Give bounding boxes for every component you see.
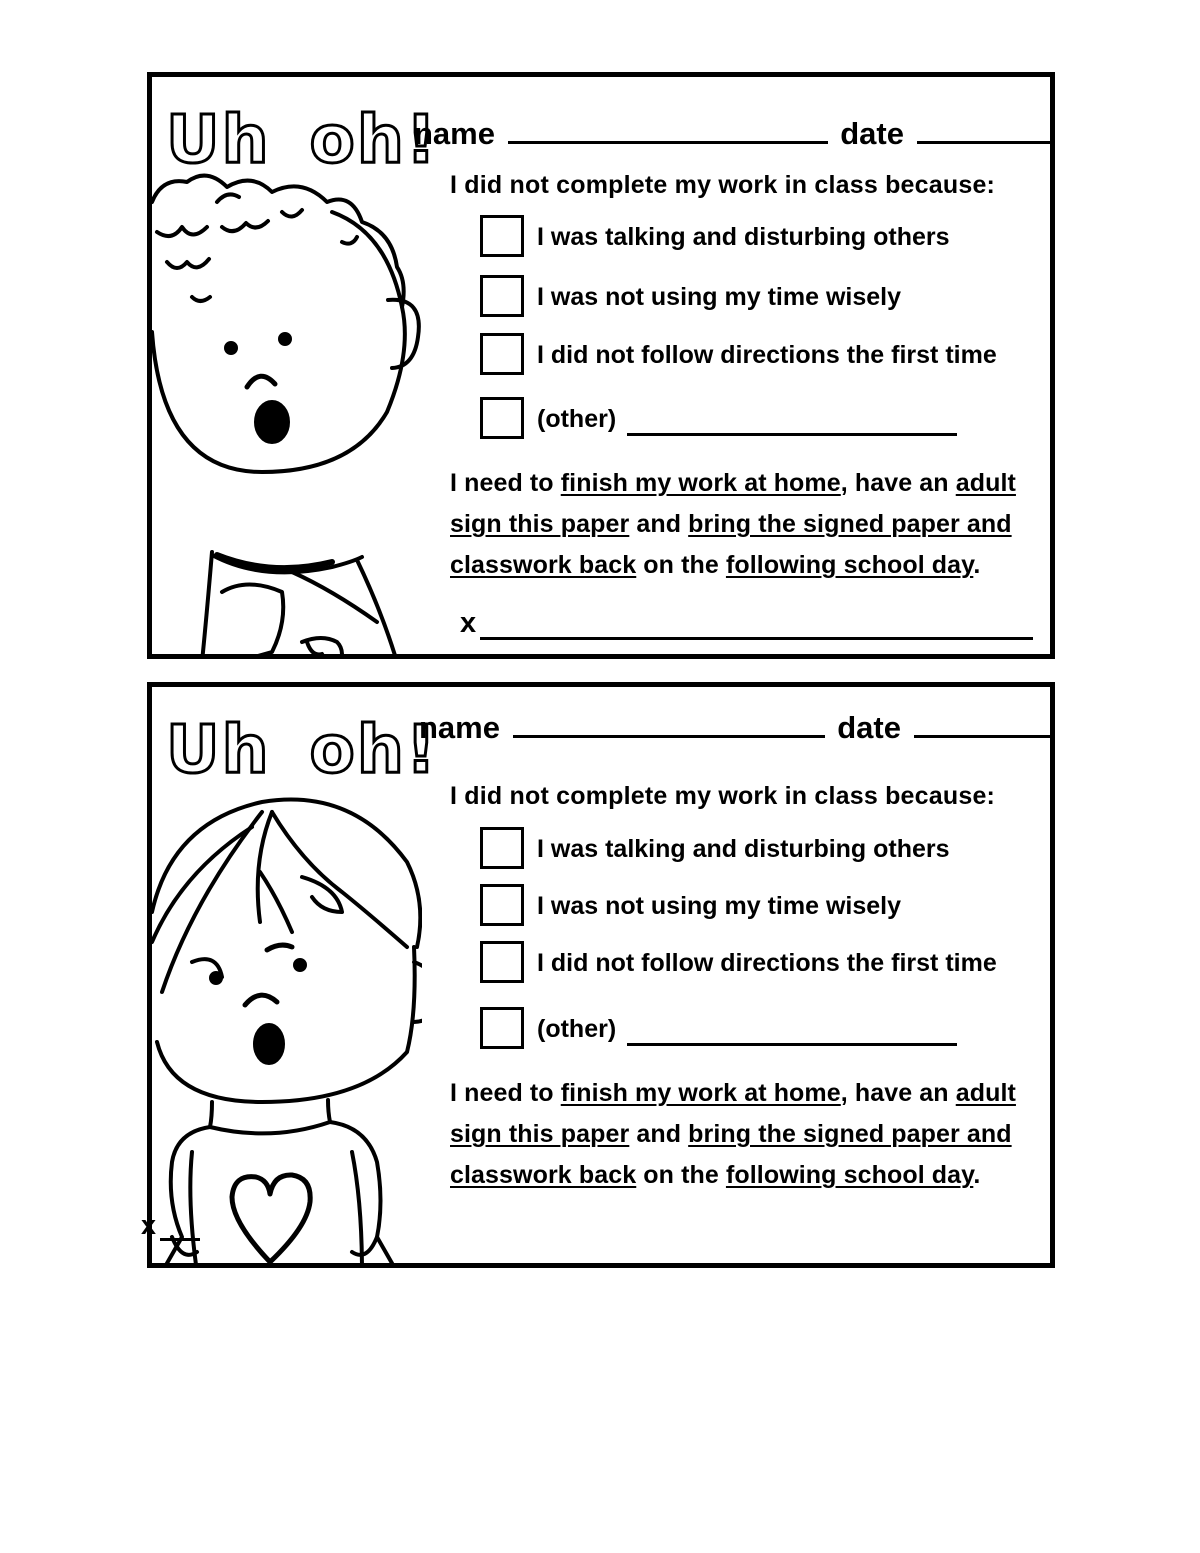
signature-field[interactable] <box>480 637 1033 640</box>
date-label: date <box>840 116 904 151</box>
checkbox-time[interactable] <box>480 884 524 926</box>
date-field[interactable] <box>917 113 1055 144</box>
reason-lead: I did not complete my work in class because: <box>450 171 996 199</box>
para-text: I need to <box>450 1079 561 1107</box>
para-text: . <box>973 551 981 579</box>
instructions-paragraph <box>450 463 1040 586</box>
option-label: (other) <box>537 1015 617 1043</box>
uh-oh-slip-1 <box>147 72 1055 659</box>
para-text: , have an <box>840 469 956 497</box>
para-emphasis: adult sign this paper <box>450 469 1016 538</box>
name-field[interactable] <box>513 707 825 738</box>
name-date-row <box>419 707 1055 746</box>
boy-icon <box>152 172 422 659</box>
para-text: and <box>629 510 689 538</box>
checkbox-talking[interactable] <box>480 215 524 257</box>
uh-oh-slip-2 <box>147 682 1055 1268</box>
other-reason-field[interactable] <box>627 1043 957 1046</box>
signature-mark: x <box>141 1210 157 1240</box>
checkbox-other[interactable] <box>480 1007 524 1049</box>
slip-title: Uh oh! <box>166 711 438 788</box>
signature-field[interactable] <box>160 1238 200 1241</box>
para-emphasis: adult sign this paper <box>450 1079 1016 1148</box>
para-text: on the <box>636 1161 726 1189</box>
name-field[interactable] <box>508 113 828 144</box>
option-label: I was talking and disturbing others <box>537 223 950 251</box>
name-date-row <box>414 113 1055 152</box>
signature-mark: x <box>460 607 477 639</box>
para-text: I need to <box>450 469 561 497</box>
checkbox-other[interactable] <box>480 397 524 439</box>
other-reason-field[interactable] <box>627 433 957 436</box>
date-label: date <box>837 710 901 745</box>
option-label: I was not using my time wisely <box>537 892 901 920</box>
option-label: I did not follow directions the first time <box>537 341 997 369</box>
para-emphasis: bring the signed paper and classwork back <box>450 1120 1012 1189</box>
instructions-paragraph <box>450 1073 1040 1196</box>
para-text: . <box>973 1161 981 1189</box>
para-text: on the <box>636 551 726 579</box>
slip-title: Uh oh! <box>166 101 438 178</box>
para-text: , have an <box>840 1079 956 1107</box>
option-label: I was talking and disturbing others <box>537 835 950 863</box>
para-emphasis: bring the signed paper and classwork back <box>450 510 1012 579</box>
date-field[interactable] <box>914 707 1055 738</box>
name-label: name <box>414 116 495 151</box>
girl-icon <box>152 782 422 1268</box>
option-label: I did not follow directions the first time <box>537 949 997 977</box>
name-label: name <box>419 710 500 745</box>
para-emphasis: finish my work at home <box>560 469 841 497</box>
option-label: (other) <box>537 405 617 433</box>
checkbox-talking[interactable] <box>480 827 524 869</box>
reason-lead: I did not complete my work in class because: <box>450 782 996 810</box>
checkbox-directions[interactable] <box>480 941 524 983</box>
checkbox-time[interactable] <box>480 275 524 317</box>
option-label: I was not using my time wisely <box>537 283 901 311</box>
para-text: and <box>629 1120 689 1148</box>
para-emphasis: finish my work at home <box>560 1079 841 1107</box>
para-emphasis: following school day <box>725 551 974 579</box>
checkbox-directions[interactable] <box>480 333 524 375</box>
para-emphasis: following school day <box>725 1161 974 1189</box>
